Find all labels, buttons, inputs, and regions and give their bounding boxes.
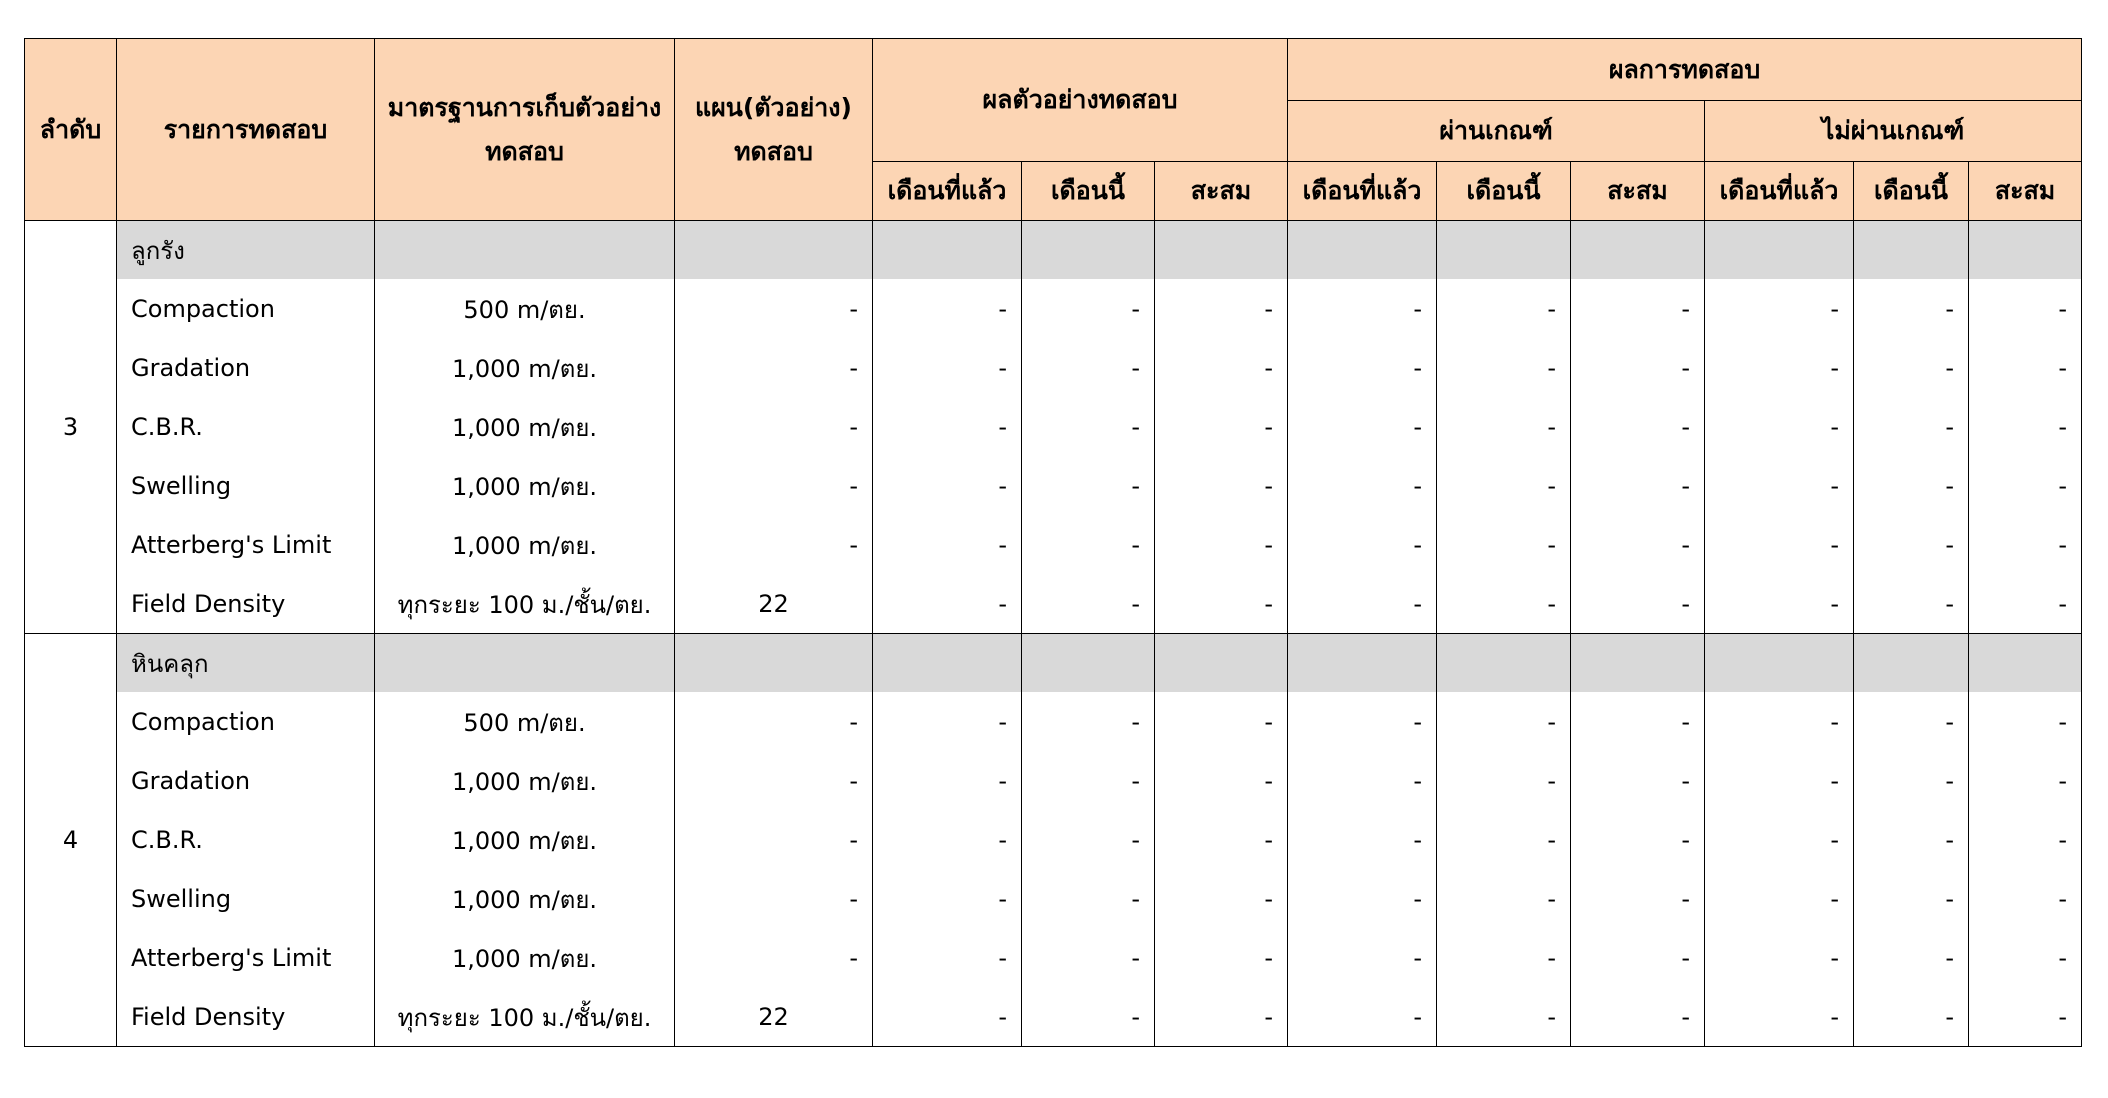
header-fail-cumulative: สะสม (1969, 162, 2082, 221)
result-value-cell: - (1969, 929, 2082, 988)
result-value-cell: - (1854, 339, 1969, 398)
result-value-cell: - (873, 457, 1022, 516)
header-sampling-standard: มาตรฐานการเก็บตัวอย่าง ทดสอบ (375, 39, 675, 221)
result-value-cell: - (1705, 457, 1854, 516)
category-empty-cell (1571, 221, 1705, 280)
result-value-cell: - (1022, 339, 1155, 398)
category-empty-cell (1854, 221, 1969, 280)
table-row (25, 339, 2082, 398)
result-value-cell: - (1022, 693, 1155, 752)
result-value-cell: - (1022, 398, 1155, 457)
result-value-cell: - (1437, 870, 1571, 929)
test-results-table (24, 38, 2082, 1047)
category-name: ลูกรัง (117, 221, 375, 280)
test-item-name: Field Density (117, 575, 375, 634)
sampling-standard: 500 m/ตย. (375, 280, 675, 339)
plan-sample-count: - (675, 398, 873, 457)
result-value-cell: - (1705, 280, 1854, 339)
sampling-standard: 1,000 m/ตย. (375, 752, 675, 811)
result-value-cell: - (1155, 988, 1288, 1047)
result-value-cell: - (1288, 870, 1437, 929)
result-value-cell: - (1969, 870, 2082, 929)
result-value-cell: - (1288, 929, 1437, 988)
result-value-cell: - (1571, 870, 1705, 929)
result-value-cell: - (1155, 929, 1288, 988)
category-empty-cell (1022, 634, 1155, 693)
result-value-cell: - (873, 811, 1022, 870)
test-item-name: Atterberg's Limit (117, 516, 375, 575)
sampling-standard: ทุกระยะ 100 ม./ชั้น/ตย. (375, 988, 675, 1047)
result-value-cell: - (1571, 398, 1705, 457)
sampling-standard: 1,000 m/ตย. (375, 457, 675, 516)
result-value-cell: - (1437, 929, 1571, 988)
header-sample-results: ผลตัวอย่างทดสอบ (873, 39, 1288, 162)
table-row (25, 929, 2082, 988)
result-value-cell: - (1288, 811, 1437, 870)
plan-sample-count: - (675, 870, 873, 929)
test-item-name: Compaction (117, 280, 375, 339)
result-value-cell: - (1288, 516, 1437, 575)
test-item-name: Swelling (117, 457, 375, 516)
category-empty-cell (1705, 634, 1854, 693)
category-empty-cell (1288, 221, 1437, 280)
result-value-cell: - (1705, 398, 1854, 457)
header-fail-last-month: เดือนที่แล้ว (1705, 162, 1854, 221)
result-value-cell: - (1969, 752, 2082, 811)
result-value-cell: - (1571, 339, 1705, 398)
header-fail-this-month: เดือนนี้ (1854, 162, 1969, 221)
result-value-cell: - (873, 988, 1022, 1047)
result-value-cell: - (1022, 929, 1155, 988)
category-name: หินคลุก (117, 634, 375, 693)
category-empty-cell (375, 634, 675, 693)
result-value-cell: - (1288, 693, 1437, 752)
result-value-cell: - (1155, 457, 1288, 516)
result-value-cell: - (1854, 988, 1969, 1047)
category-empty-cell (675, 221, 873, 280)
category-empty-cell (1571, 634, 1705, 693)
result-value-cell: - (1155, 339, 1288, 398)
result-value-cell: - (1571, 811, 1705, 870)
category-empty-cell (873, 221, 1022, 280)
category-empty-cell (1705, 221, 1854, 280)
test-item-name: C.B.R. (117, 811, 375, 870)
header-pass-last-month: เดือนที่แล้ว (1288, 162, 1437, 221)
header-fail: ไม่ผ่านเกณฑ์ (1705, 101, 2082, 162)
sequence-number: 3 (25, 221, 117, 634)
result-value-cell: - (873, 575, 1022, 634)
header-pass-this-month: เดือนนี้ (1437, 162, 1571, 221)
result-value-cell: - (1022, 575, 1155, 634)
sequence-number: 4 (25, 634, 117, 1047)
header-seq: ลำดับ (25, 39, 117, 221)
plan-sample-count: - (675, 693, 873, 752)
result-value-cell: - (1854, 457, 1969, 516)
result-value-cell: - (1705, 693, 1854, 752)
category-empty-cell (375, 221, 675, 280)
result-value-cell: - (1705, 988, 1854, 1047)
header-samples-cumulative: สะสม (1155, 162, 1288, 221)
result-value-cell: - (1705, 575, 1854, 634)
test-item-name: Gradation (117, 339, 375, 398)
category-empty-cell (1437, 221, 1571, 280)
result-value-cell: - (873, 929, 1022, 988)
header-test-results: ผลการทดสอบ (1288, 39, 2082, 101)
result-value-cell: - (1437, 575, 1571, 634)
result-value-cell: - (1854, 516, 1969, 575)
table-body (25, 221, 2082, 1047)
result-value-cell: - (1288, 398, 1437, 457)
category-empty-cell (1854, 634, 1969, 693)
result-value-cell: - (1969, 811, 2082, 870)
result-value-cell: - (1854, 811, 1969, 870)
category-empty-cell (1969, 634, 2082, 693)
test-item-name: Field Density (117, 988, 375, 1047)
sampling-standard: 1,000 m/ตย. (375, 929, 675, 988)
result-value-cell: - (1288, 339, 1437, 398)
result-value-cell: - (1705, 516, 1854, 575)
result-value-cell: - (1571, 457, 1705, 516)
table-row (25, 280, 2082, 339)
result-value-cell: - (1155, 752, 1288, 811)
result-value-cell: - (1969, 988, 2082, 1047)
plan-sample-count: - (675, 811, 873, 870)
plan-sample-count: 22 (675, 575, 873, 634)
result-value-cell: - (1437, 280, 1571, 339)
header-pass-cumulative: สะสม (1571, 162, 1705, 221)
result-value-cell: - (1571, 752, 1705, 811)
result-value-cell: - (1437, 398, 1571, 457)
table-row (25, 870, 2082, 929)
result-value-cell: - (1571, 929, 1705, 988)
table-row (25, 693, 2082, 752)
result-value-cell: - (1969, 575, 2082, 634)
result-value-cell: - (1155, 870, 1288, 929)
sampling-standard: ทุกระยะ 100 ม./ชั้น/ตย. (375, 575, 675, 634)
result-value-cell: - (1854, 693, 1969, 752)
table-row (25, 988, 2082, 1047)
category-row (25, 221, 2082, 280)
sampling-standard: 1,000 m/ตย. (375, 811, 675, 870)
category-empty-cell (1969, 221, 2082, 280)
result-value-cell: - (873, 752, 1022, 811)
result-value-cell: - (873, 693, 1022, 752)
sampling-standard: 1,000 m/ตย. (375, 516, 675, 575)
result-value-cell: - (1969, 457, 2082, 516)
test-item-name: Gradation (117, 752, 375, 811)
result-value-cell: - (1437, 516, 1571, 575)
result-value-cell: - (1155, 575, 1288, 634)
result-value-cell: - (1155, 811, 1288, 870)
plan-sample-count: - (675, 280, 873, 339)
result-value-cell: - (1969, 516, 2082, 575)
result-value-cell: - (873, 339, 1022, 398)
plan-sample-count: - (675, 516, 873, 575)
result-value-cell: - (873, 516, 1022, 575)
result-value-cell: - (1022, 280, 1155, 339)
result-value-cell: - (1022, 870, 1155, 929)
test-item-name: Compaction (117, 693, 375, 752)
header-samples-this-month: เดือนนี้ (1022, 162, 1155, 221)
category-empty-cell (1155, 634, 1288, 693)
result-value-cell: - (1854, 280, 1969, 339)
test-item-name: C.B.R. (117, 398, 375, 457)
result-value-cell: - (1571, 280, 1705, 339)
result-value-cell: - (1288, 457, 1437, 516)
category-row (25, 634, 2082, 693)
plan-sample-count: - (675, 339, 873, 398)
result-value-cell: - (873, 398, 1022, 457)
test-item-name: Swelling (117, 870, 375, 929)
category-empty-cell (1022, 221, 1155, 280)
result-value-cell: - (873, 280, 1022, 339)
result-value-cell: - (1288, 752, 1437, 811)
result-value-cell: - (1022, 457, 1155, 516)
result-value-cell: - (1969, 398, 2082, 457)
table-row (25, 398, 2082, 457)
result-value-cell: - (1705, 811, 1854, 870)
result-value-cell: - (1571, 516, 1705, 575)
result-value-cell: - (1022, 988, 1155, 1047)
result-value-cell: - (1969, 280, 2082, 339)
result-value-cell: - (1854, 929, 1969, 988)
result-value-cell: - (1022, 811, 1155, 870)
result-value-cell: - (1854, 398, 1969, 457)
result-value-cell: - (1705, 752, 1854, 811)
result-value-cell: - (1155, 398, 1288, 457)
category-empty-cell (1437, 634, 1571, 693)
table-row (25, 752, 2082, 811)
plan-sample-count: - (675, 929, 873, 988)
header-samples-last-month: เดือนที่แล้ว (873, 162, 1022, 221)
result-value-cell: - (1705, 870, 1854, 929)
result-value-cell: - (1571, 693, 1705, 752)
result-value-cell: - (1969, 693, 2082, 752)
result-value-cell: - (1969, 339, 2082, 398)
table-row (25, 457, 2082, 516)
result-value-cell: - (1155, 693, 1288, 752)
result-value-cell: - (1854, 575, 1969, 634)
result-value-cell: - (1705, 339, 1854, 398)
result-value-cell: - (1155, 516, 1288, 575)
header-pass: ผ่านเกณฑ์ (1288, 101, 1705, 162)
sampling-standard: 500 m/ตย. (375, 693, 675, 752)
result-value-cell: - (1854, 870, 1969, 929)
result-value-cell: - (1288, 575, 1437, 634)
result-value-cell: - (1571, 575, 1705, 634)
result-value-cell: - (1437, 457, 1571, 516)
result-value-cell: - (1437, 339, 1571, 398)
result-value-cell: - (873, 870, 1022, 929)
category-empty-cell (1155, 221, 1288, 280)
plan-sample-count: - (675, 752, 873, 811)
table-row (25, 575, 2082, 634)
result-value-cell: - (1288, 988, 1437, 1047)
result-value-cell: - (1854, 752, 1969, 811)
plan-sample-count: - (675, 457, 873, 516)
result-value-cell: - (1571, 988, 1705, 1047)
result-value-cell: - (1022, 516, 1155, 575)
category-empty-cell (1288, 634, 1437, 693)
result-value-cell: - (1437, 988, 1571, 1047)
result-value-cell: - (1437, 693, 1571, 752)
table-row (25, 516, 2082, 575)
sampling-standard: 1,000 m/ตย. (375, 398, 675, 457)
result-value-cell: - (1437, 752, 1571, 811)
sampling-standard: 1,000 m/ตย. (375, 870, 675, 929)
category-empty-cell (675, 634, 873, 693)
result-value-cell: - (1288, 280, 1437, 339)
category-empty-cell (873, 634, 1022, 693)
test-item-name: Atterberg's Limit (117, 929, 375, 988)
result-value-cell: - (1022, 752, 1155, 811)
table-row (25, 811, 2082, 870)
header-test-item: รายการทดสอบ (117, 39, 375, 221)
result-value-cell: - (1705, 929, 1854, 988)
sampling-standard: 1,000 m/ตย. (375, 339, 675, 398)
result-value-cell: - (1155, 280, 1288, 339)
plan-sample-count: 22 (675, 988, 873, 1047)
header-plan: แผน(ตัวอย่าง) ทดสอบ (675, 39, 873, 221)
result-value-cell: - (1437, 811, 1571, 870)
